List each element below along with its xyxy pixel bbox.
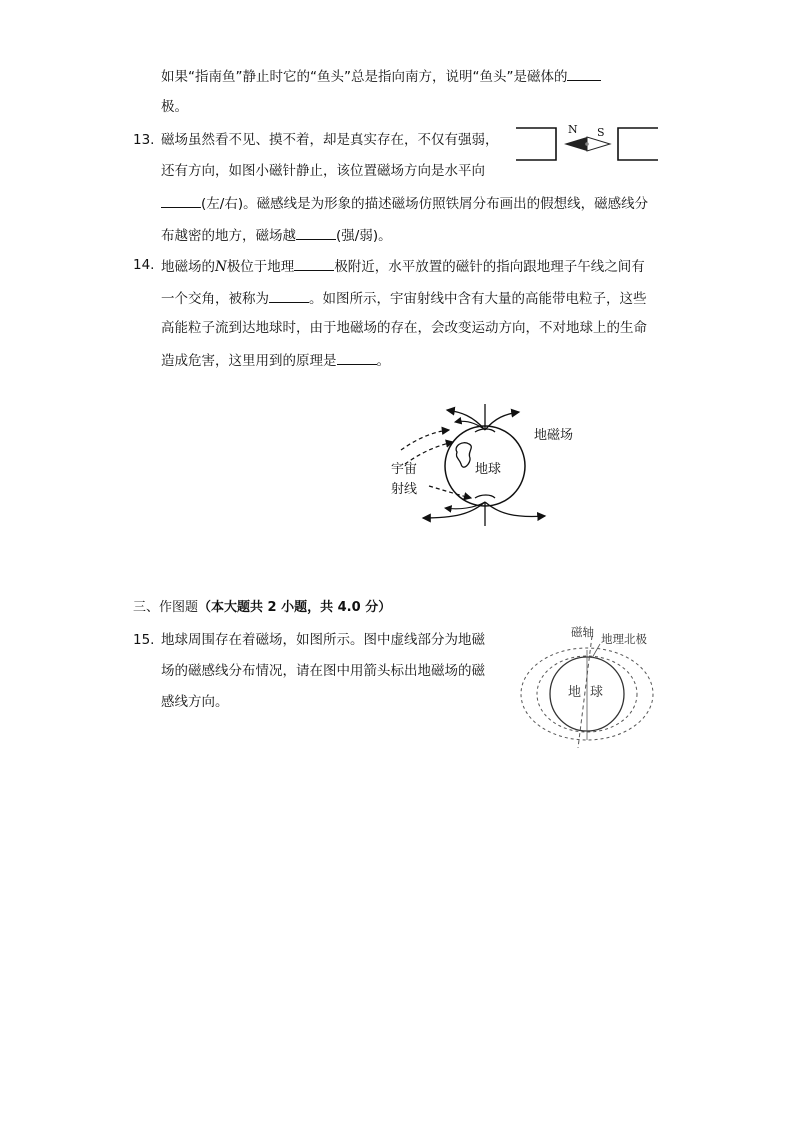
earth-label-15b: 球 (590, 685, 604, 700)
q13-direction-blank[interactable] (161, 193, 201, 208)
geographic-north-label: 地理北极 (601, 632, 647, 646)
cosmic-ray-label-1: 宇宙 (391, 462, 418, 477)
earth-label-15a: 地 (568, 685, 582, 700)
q15-line3: 感线方向。 (161, 694, 229, 710)
geomag-label: 地磁场 (534, 428, 574, 443)
needle-n-label: N (568, 123, 578, 136)
right-magnet (618, 128, 658, 160)
north-pole-pointer (592, 644, 600, 658)
q14-number: 14. (133, 257, 155, 273)
q13-strength-blank[interactable] (296, 225, 336, 240)
q15-dipole-figure (512, 632, 662, 752)
cosmic-ray-label-2: 射线 (391, 482, 418, 497)
q14-pole-blank[interactable] (294, 256, 334, 271)
q14-principle-blank[interactable] (337, 350, 377, 365)
q13-line2: 还有方向，如图小磁针静止，该位置磁场方向是水平向 (161, 163, 485, 179)
needle-north-half (564, 137, 587, 151)
q12-answer-blank[interactable] (567, 66, 601, 81)
q13-line3: (左/右)。磁感线是为形象的描述磁场仿照铁屑分布画出的假想线，磁感线分 (161, 193, 648, 213)
needle-s-label: S (597, 126, 605, 139)
section-3-heading: 三、作图题（本大题共 2 小题，共 4.0 分） (133, 600, 392, 615)
magnetic-axis-label: 磁轴 (571, 625, 594, 639)
q14-line3: 高能粒子流到达地球时，由于地磁场的存在，会改变运动方向，不对地球上的生命 (161, 320, 647, 336)
q13-line4: 布越密的地方，磁场越 (强/弱)。 (161, 225, 392, 245)
q14-line2: 一个交角，被称为 。如图所示，宇宙射线中含有大量的高能带电粒子，这些 (161, 288, 647, 308)
q15-line1: 地球周围存在着磁场，如图所示。图中虚线部分为地磁 (161, 632, 485, 648)
q15-number: 15. (133, 632, 155, 648)
q12-line1: 如果“指南鱼”静止时它的“鱼头”总是指向南方，说明“鱼头”是磁体的 (161, 66, 601, 86)
q13-number: 13. (133, 132, 155, 148)
cosmic-ray-1 (401, 430, 449, 450)
q14-angle-blank[interactable] (269, 288, 309, 303)
q15-line2: 场的磁感线分布情况，请在图中用箭头标出地磁场的磁 (161, 663, 485, 679)
q14-line1: 地磁场的N极位于地理 极附近，水平放置的磁针的指向跟地理子午线之间有 (161, 256, 645, 276)
earth-label: 地球 (475, 462, 502, 477)
left-magnet (516, 128, 556, 160)
q14-line4: 造成危害，这里用到的原理是 。 (161, 350, 390, 370)
q12-line2: 极。 (161, 99, 188, 115)
q13-magnet-figure (514, 124, 664, 164)
needle-pivot (585, 142, 589, 146)
q13-line1: 磁场虽然看不见、摸不着，却是真实存在，不仅有强弱， (161, 132, 499, 148)
